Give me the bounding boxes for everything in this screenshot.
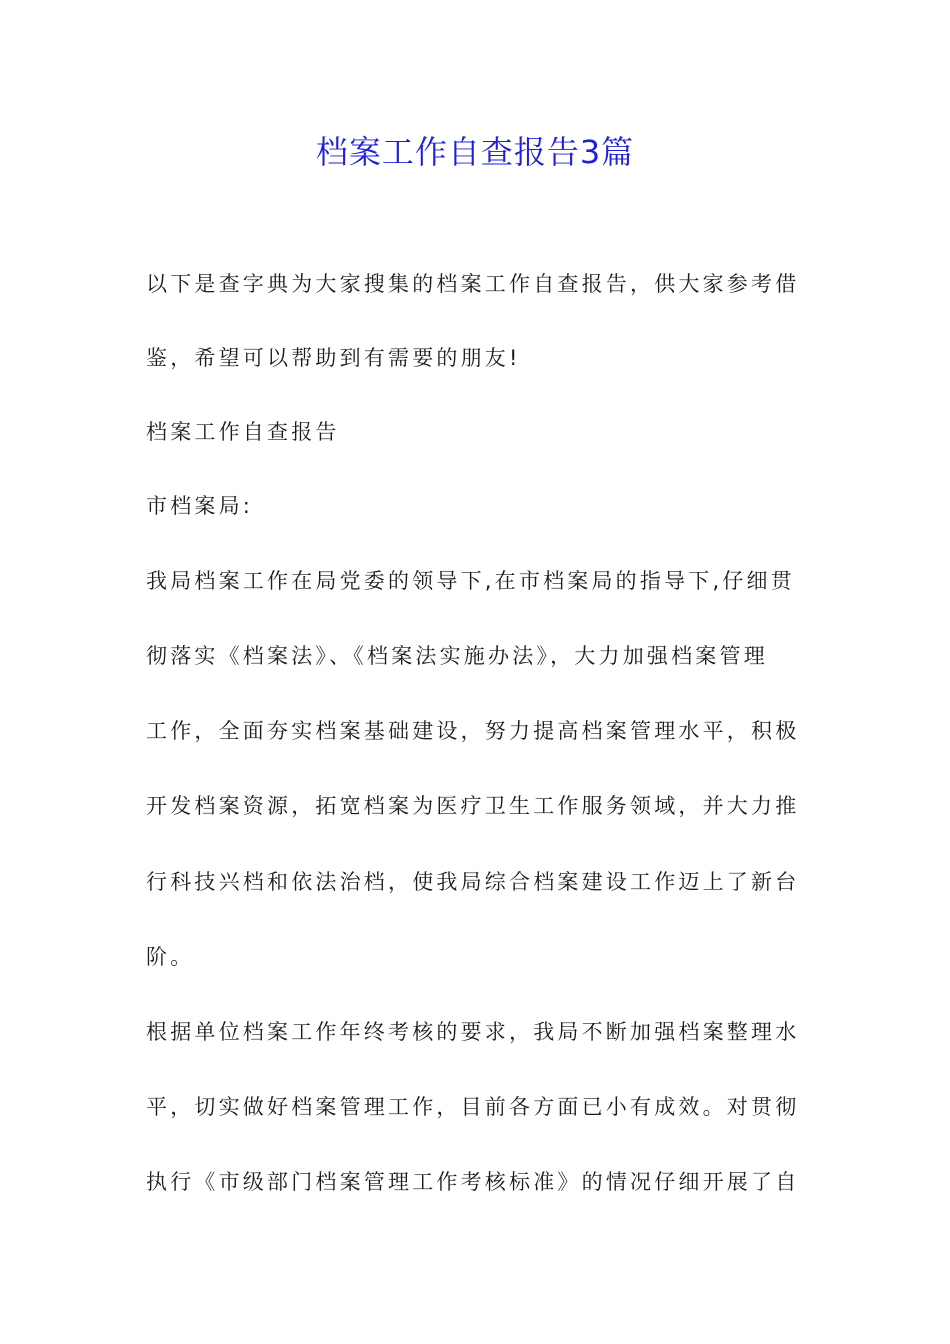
paragraph-1-line-2: 彻落实《档案法》、《档案法实施办法》，大力加强档案管理	[146, 644, 768, 668]
paragraph-1-line-5: 行科技兴档和依法治档，使我局综合档案建设工作迈上了新台	[146, 870, 800, 894]
paragraph-2-line-1: 根据单位档案工作年终考核的要求，我局不断加强档案整理水	[146, 1020, 800, 1044]
paragraph-1-line-3: 工作，全面夯实档案基础建设，努力提高档案管理水平，积极	[146, 719, 800, 743]
salutation: 市档案局:	[146, 494, 254, 518]
paragraph-1-line-6: 阶。	[146, 945, 195, 969]
paragraph-2-line-3: 执行《市级部门档案管理工作考核标准》的情况仔细开展了自	[146, 1170, 800, 1194]
report-heading: 档案工作自查报告	[146, 420, 340, 444]
document-title: 档案工作自查报告3篇	[315, 133, 635, 171]
paragraph-1-line-4: 开发档案资源，拓宽档案为医疗卫生工作服务领域，并大力推	[146, 794, 800, 818]
paragraph-1-line-1: 我局档案工作在局党委的领导下,在市档案局的指导下,仔细贯	[146, 569, 795, 593]
paragraph-2-line-2: 平，切实做好档案管理工作，目前各方面已小有成效。对贯彻	[146, 1095, 800, 1119]
intro-line-1: 以下是查字典为大家搜集的档案工作自查报告，供大家参考借	[146, 272, 800, 296]
intro-line-2: 鉴，希望可以帮助到有需要的朋友!	[146, 346, 521, 370]
